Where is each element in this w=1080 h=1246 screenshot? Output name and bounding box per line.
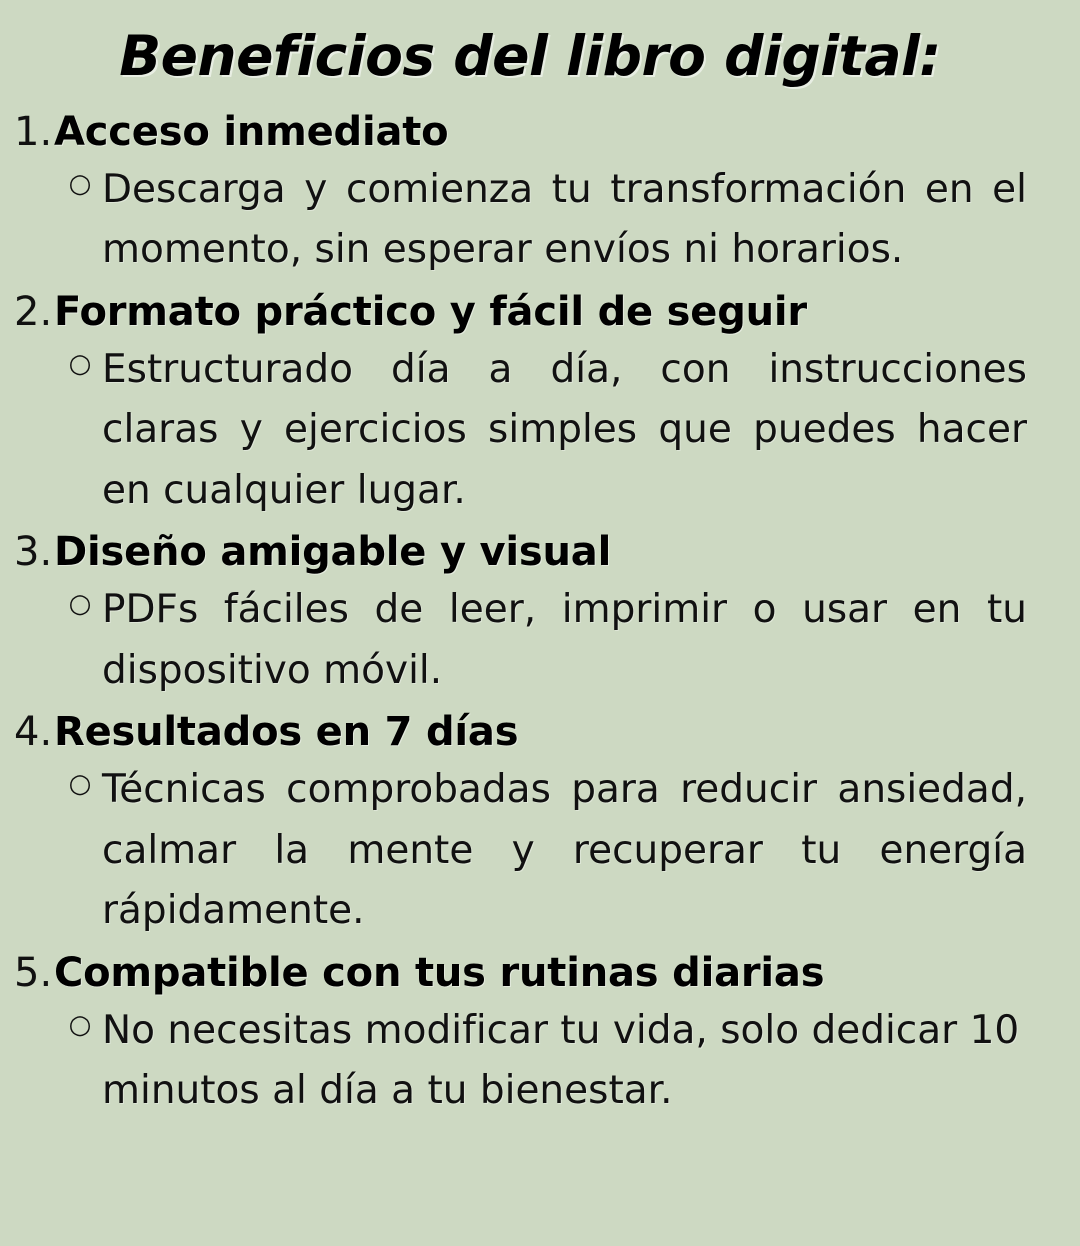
benefit-detail-row — [10, 160, 1050, 281]
circle-bullet-icon: ○ — [68, 1009, 92, 1040]
list-item — [10, 529, 1050, 701]
benefit-heading-row — [10, 109, 1050, 156]
benefits-list — [10, 109, 1050, 1122]
circle-bullet-icon: ○ — [68, 589, 92, 620]
circle-bullet-icon: ○ — [68, 769, 92, 800]
page-title: Beneficios del libro digital: — [119, 24, 941, 88]
benefit-heading: Diseño amigable y visual — [54, 529, 612, 576]
benefit-detail: Descarga y comienza tu transformación en el momento, sin esperar envíos ni horarios. — [102, 166, 1027, 273]
list-item — [10, 950, 1050, 1122]
benefit-heading: Compatible con tus rutinas diarias — [54, 949, 825, 996]
list-number: 4. — [14, 709, 53, 756]
benefit-heading: Formato práctico y fácil de seguir — [54, 288, 807, 335]
benefit-heading-row — [10, 289, 1050, 336]
list-item — [10, 109, 1050, 281]
list-number: 5. — [14, 949, 53, 996]
benefit-heading-row — [10, 950, 1050, 997]
list-item — [10, 709, 1050, 942]
circle-bullet-icon: ○ — [68, 168, 92, 199]
list-number: 1. — [14, 108, 53, 155]
benefit-detail-row — [10, 1001, 1050, 1122]
benefit-detail-row — [10, 340, 1050, 521]
benefit-heading-row — [10, 709, 1050, 756]
benefit-detail: PDFs fáciles de leer, imprimir o usar en tu dispositivo móvil. — [102, 587, 1027, 693]
benefit-detail: Estructurado día a día, con instrucciones claras y ejercicios simples que puedes hacer en cualquier lugar. — [102, 346, 1027, 513]
benefit-detail: Técnicas comprobadas para reducir ansiedad, calmar la mente y recuperar tu energía rápidamente. — [102, 767, 1027, 934]
benefit-detail-row — [10, 760, 1050, 941]
benefit-detail-row — [10, 580, 1050, 701]
list-number: 3. — [14, 529, 53, 576]
benefit-heading: Acceso inmediato — [54, 108, 449, 155]
list-number: 2. — [14, 288, 53, 335]
list-item — [10, 289, 1050, 522]
benefit-heading-row — [10, 529, 1050, 576]
benefit-heading: Resultados en 7 días — [54, 709, 519, 756]
benefit-detail: No necesitas modificar tu vida, solo dedicar 10 minutos al día a tu bienestar. — [102, 1007, 1020, 1114]
circle-bullet-icon: ○ — [68, 348, 92, 379]
